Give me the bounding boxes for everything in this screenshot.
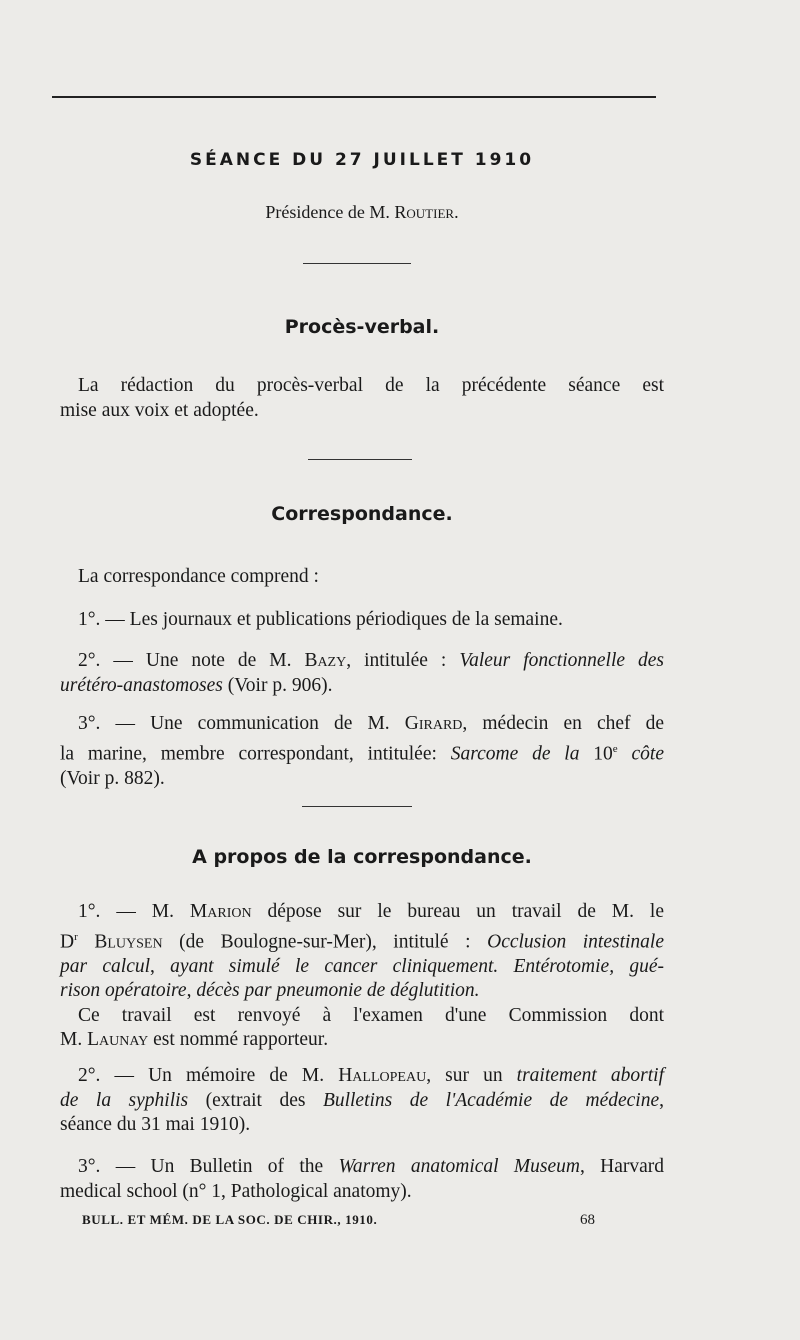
author-name: Hallopeau (338, 1065, 427, 1086)
title-italic: décès par pneumonie de déglutition. (196, 980, 480, 1001)
superscript: e (612, 742, 618, 755)
title-italic: côte (617, 743, 664, 764)
text-span: 3°. — Un Bulletin of the (78, 1156, 339, 1177)
separator-rule (308, 459, 412, 460)
text-span: est nommé rapporteur. (148, 1029, 329, 1050)
text-span: , sur un (426, 1065, 517, 1086)
text-line (60, 1089, 664, 1114)
author-name: Bluysen (77, 931, 163, 952)
list-item (60, 649, 664, 698)
text-line (60, 955, 664, 980)
paragraph-item-2 (60, 1064, 664, 1138)
author-name: Marion (189, 901, 252, 922)
text-span: , Harvard (579, 1156, 665, 1177)
text-line: mise aux voix et adoptée. (60, 399, 259, 421)
text-span: , (186, 980, 197, 1001)
text-line (60, 649, 664, 674)
superscript: r (74, 930, 78, 943)
text-span: 2°. — Une note de M. (78, 650, 305, 671)
text-span: (de Boulogne-sur-Mer), intitulé : (162, 931, 488, 952)
title-italic: Occlusion intestinale (487, 931, 665, 952)
paragraph-item-3 (60, 1155, 664, 1204)
paragraph-intro (60, 565, 664, 590)
text-line (60, 900, 664, 925)
president-name: Routier (394, 202, 455, 222)
title-italic: Sarcome de la (450, 743, 580, 764)
text-span: 2°. — Un mémoire de M. (78, 1065, 339, 1086)
text-line (60, 1155, 664, 1180)
title-italic: de la syphilis (60, 1089, 189, 1111)
separator-rule (303, 263, 411, 264)
text-line: (Voir p. 882). (60, 767, 165, 789)
text-line (60, 1064, 664, 1089)
top-rule (52, 96, 656, 98)
title-italic: Warren anatomical Museum (338, 1156, 580, 1177)
text-span: D (60, 931, 75, 952)
presidence-suffix: . (454, 202, 459, 222)
text-span: M. (60, 1029, 88, 1050)
text-line (60, 712, 664, 737)
title-italic: traitement abortif (516, 1065, 665, 1086)
text-span: , (659, 1089, 664, 1111)
section-title-proces-verbal: Procès-verbal. (284, 316, 440, 338)
author-name: Launay (87, 1029, 149, 1050)
presidence-line (60, 202, 664, 223)
paragraph-item-1 (60, 900, 664, 1053)
separator-rule (302, 806, 412, 807)
page-footer: BULL. ET MÉM. DE LA SOC. DE CHIR., 1910. (82, 1212, 378, 1227)
text-span: , médecin en chef de (462, 713, 664, 734)
text-line: La rédaction du procès-verbal de la précédente séance est (78, 375, 664, 396)
paragraph-proces-verbal (60, 374, 664, 423)
text-line: medical school (n° 1, Pathological anatomy). (60, 1180, 412, 1202)
text-span: 10 (579, 743, 613, 764)
text-line (60, 737, 664, 767)
text-line: Ce travail est renvoyé à l'examen d'une Commission dont (78, 1004, 664, 1026)
author-name: Girard (404, 713, 463, 734)
text-span: (Voir p. 906). (222, 674, 333, 696)
title-italic: Valeur fonctionnelle des (459, 650, 664, 671)
title-italic: par calcul (60, 955, 151, 977)
title-italic: Bulletins de l'Académie de médecine (322, 1089, 660, 1111)
page-number: 68 (580, 1212, 595, 1228)
list-item (60, 608, 664, 633)
seance-heading: SÉANCE DU 27 JUILLET 1910 (189, 150, 535, 170)
text-span: la marine, membre correspondant, intitulée: (60, 743, 451, 764)
text-line (60, 674, 664, 699)
text-span: , (150, 955, 171, 977)
title-italic: ayant simulé le cancer cliniquement. Entérotomie, gué- (170, 955, 664, 977)
list-item (60, 712, 664, 791)
text-span: dépose sur le bureau un travail de M. le (251, 901, 664, 922)
text-line (60, 1028, 664, 1053)
title-italic: rison opératoire (60, 980, 187, 1001)
text-line: séance du 31 mai 1910). (60, 1114, 251, 1135)
presidence-prefix: Présidence de M. (265, 202, 395, 222)
text-line (60, 979, 664, 1004)
text-span: 1°. — M. (78, 901, 190, 922)
text-line: 1°. — Les journaux et publications périodiques de la semaine. (78, 609, 563, 630)
section-title-a-propos: A propos de la correspondance. (192, 846, 532, 868)
author-name: Bazy (304, 650, 347, 671)
text-line (60, 925, 664, 955)
text-line: La correspondance comprend : (78, 566, 319, 587)
text-span: 3°. — Une communication de M. (78, 713, 405, 734)
text-span: (extrait des (188, 1089, 323, 1111)
section-title-correspondance: Correspondance. (271, 503, 453, 525)
text-span: , intitulée : (346, 650, 460, 671)
title-italic: urétéro-anastomoses (60, 674, 223, 696)
